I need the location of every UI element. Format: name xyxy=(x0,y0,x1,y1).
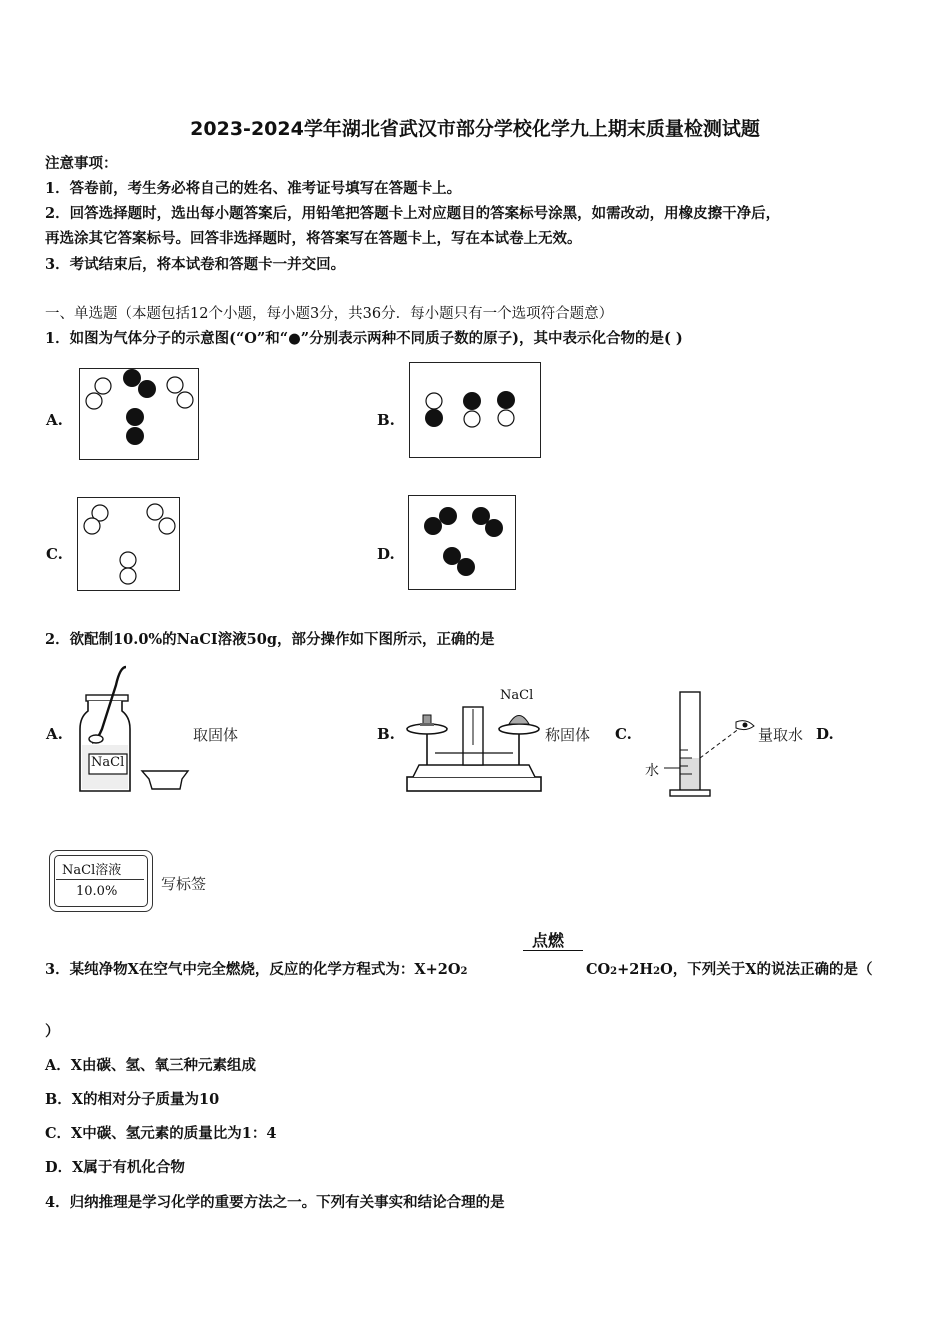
q1-option-d-label[interactable]: D. xyxy=(377,545,395,563)
q1-option-b-label[interactable]: B. xyxy=(377,411,395,429)
page-title: 2023-2024学年湖北省武汉市部分学校化学九上期末质量检测试题 xyxy=(190,118,760,140)
molecule-diagram-b xyxy=(410,363,540,457)
q3-stem-co: CO xyxy=(586,961,611,978)
notice-item-1: 1．答卷前，考生务必将自己的姓名、准考证号填写在答题卡上。 xyxy=(45,180,462,197)
q4-stem: 4．归纳推理是学习化学的重要方法之一。下列有关事实和结论合理的是 xyxy=(45,1194,505,1211)
graduated-cylinder-illustration[interactable] xyxy=(660,690,760,800)
molecule-diagram-a xyxy=(80,369,198,459)
section-heading: 一、单选题（本题包括12个小题，每小题3分，共36分．每小题只有一个选项符合题意） xyxy=(45,306,614,322)
reaction-arrow-line xyxy=(523,950,583,951)
notice-item-2b: 再选涂其它答案标号。回答非选择题时，将答案写在答题卡上，写在本试卷上无效。 xyxy=(45,230,582,247)
notice-heading: 注意事项： xyxy=(45,155,118,172)
reagent-jar-spoon-illustration[interactable] xyxy=(76,665,196,800)
q3-close-paren: ） xyxy=(45,1023,60,1040)
q3-subscript-h2: 2 xyxy=(653,966,661,977)
water-label: 水 xyxy=(645,763,659,779)
q3-stem-rest xyxy=(586,958,872,979)
q1-option-d-figure[interactable] xyxy=(408,495,516,590)
q2-option-c-label[interactable]: C. xyxy=(615,725,632,743)
balance-label: NaCl xyxy=(500,688,534,703)
q1-option-b-figure[interactable] xyxy=(409,362,541,458)
q3-subscript-o2: 2 xyxy=(460,966,468,977)
q2-caption-a: 取固体 xyxy=(193,726,239,744)
q3-option-b[interactable]: B．X的相对分子质量为10 xyxy=(45,1091,220,1108)
q1-option-c-figure[interactable] xyxy=(77,497,180,591)
q2-option-b-label[interactable]: B. xyxy=(377,725,395,743)
q3-option-c[interactable]: C．X中碳、氢元素的质量比为1：4 xyxy=(45,1125,277,1142)
notice-item-3: 3．考试结束后，将本试卷和答题卡一并交回。 xyxy=(45,256,346,273)
molecule-diagram-c xyxy=(78,498,179,590)
jar-label: NaCl xyxy=(91,755,125,770)
q3-stem-part-d: O，下列关于X的说法正确的是（ xyxy=(660,961,873,978)
q1-option-a-figure[interactable] xyxy=(79,368,199,460)
q3-option-d[interactable]: D．X属于有机化合物 xyxy=(45,1159,185,1176)
tag-line-2: 10.0% xyxy=(76,884,118,899)
q2-caption-c: 量取水 xyxy=(758,726,804,744)
molecule-diagram-d xyxy=(409,496,515,589)
q3-stem-h: +2H xyxy=(617,961,654,978)
q1-option-a-label[interactable]: A. xyxy=(46,411,63,429)
label-tag-illustration[interactable] xyxy=(49,850,153,912)
q2-option-a-label[interactable]: A. xyxy=(46,725,63,743)
q1-stem: 1．如图为气体分子的示意图(“O”和“●”分别表示两种不同质子数的原子)，其中表示化合物的是( ) xyxy=(45,330,683,347)
q3-stem xyxy=(45,958,467,979)
q3-stem-part-a: 3．某纯净物X在空气中完全燃烧，反应的化学方程式为：X+2O xyxy=(45,961,461,978)
q3-option-a[interactable]: A．X由碳、氢、氧三种元素组成 xyxy=(45,1057,256,1074)
tag-line-1: NaCl溶液 xyxy=(62,863,122,878)
q1-option-c-label[interactable]: C. xyxy=(46,545,63,563)
q2-option-d-label[interactable]: D. xyxy=(816,725,834,743)
reaction-condition: 点燃 xyxy=(532,931,565,950)
q2-caption-d: 写标签 xyxy=(161,875,207,893)
notice-item-2a: 2．回答选择题时，选出每小题答案后，用铅笔把答题卡上对应题目的答案标号涂黑，如需改动，用橡皮擦干净后， xyxy=(45,205,781,222)
q2-caption-b: 称固体 xyxy=(545,726,591,744)
q3-subscript-co2: 2 xyxy=(610,966,618,977)
q2-stem: 2．欲配制10.0%的NaCI溶液50g，部分操作如下图所示，正确的是 xyxy=(45,631,495,648)
